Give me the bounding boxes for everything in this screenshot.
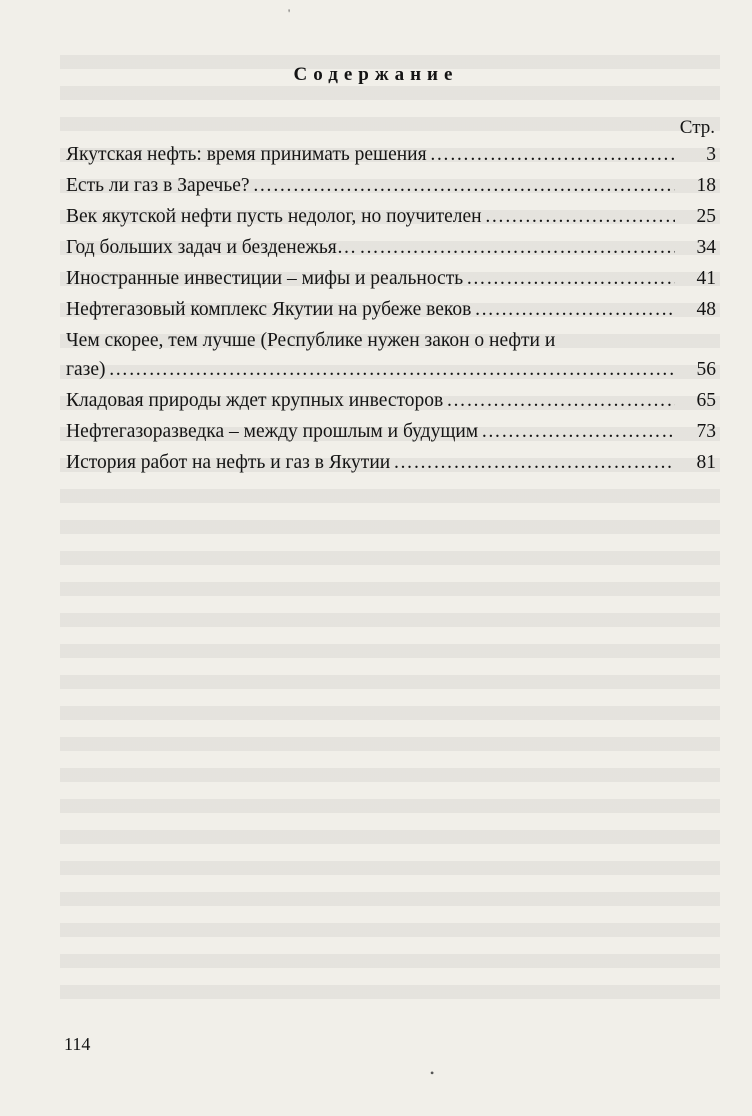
toc-title: Якутская нефть: время принимать решения [66, 144, 427, 165]
toc-entry[interactable] [66, 202, 716, 231]
toc-title: История работ на нефть и газ в Якутии [66, 452, 391, 473]
toc-entry[interactable] [66, 326, 716, 384]
toc-title: Иностранные инвестиции – мифы и реальность [66, 268, 464, 289]
paper-speck: ' [288, 6, 291, 20]
toc-entry[interactable] [66, 264, 716, 293]
toc-page: 73 [696, 421, 716, 442]
toc-leader [466, 264, 675, 293]
toc-entry[interactable] [66, 448, 716, 477]
toc-entry[interactable] [66, 140, 716, 169]
toc-title: Есть ли газ в Заречье? [66, 175, 250, 196]
toc-title-line: Чем скорее, тем лучше (Республике нужен закон о нефти и [66, 330, 556, 351]
toc-title: Кладовая природы ждет крупных инвесторов [66, 390, 444, 411]
toc-page: 48 [696, 299, 716, 320]
paper-speck: • [430, 1066, 435, 1080]
contents-heading: Содержание [293, 64, 459, 85]
toc-page: 34 [696, 237, 716, 258]
table-of-contents [66, 140, 716, 479]
toc-leader [253, 171, 675, 200]
toc-leader [446, 386, 675, 415]
toc-entry[interactable] [66, 417, 716, 446]
toc-leader [109, 355, 675, 384]
toc-page: 3 [706, 144, 716, 165]
toc-title: Нефтегазоразведка – между прошлым и будущим [66, 421, 479, 442]
toc-page: 65 [696, 390, 716, 411]
toc-leader [481, 417, 675, 446]
toc-leader [393, 448, 675, 477]
toc-title-line: газе) [66, 359, 106, 380]
toc-page: 18 [696, 175, 716, 196]
page-number: 114 [64, 1034, 91, 1054]
toc-title: Год больших задач и безденежья… [66, 237, 357, 258]
toc-entry[interactable] [66, 295, 716, 324]
toc-leader [359, 233, 675, 262]
toc-title: Век якутской нефти пусть недолог, но поучителен [66, 206, 482, 227]
toc-page: 25 [696, 206, 716, 227]
toc-entry[interactable] [66, 233, 716, 262]
toc-leader [485, 202, 675, 231]
toc-page: 56 [696, 359, 716, 380]
toc-page: 81 [696, 452, 716, 473]
toc-entry[interactable] [66, 171, 716, 200]
toc-leader [430, 140, 675, 169]
toc-leader [474, 295, 675, 324]
page-column-label: Стр. [679, 117, 715, 138]
toc-entry[interactable] [66, 386, 716, 415]
toc-page: 41 [696, 268, 716, 289]
toc-title: Нефтегазовый комплекс Якутии на рубеже веков [66, 299, 472, 320]
